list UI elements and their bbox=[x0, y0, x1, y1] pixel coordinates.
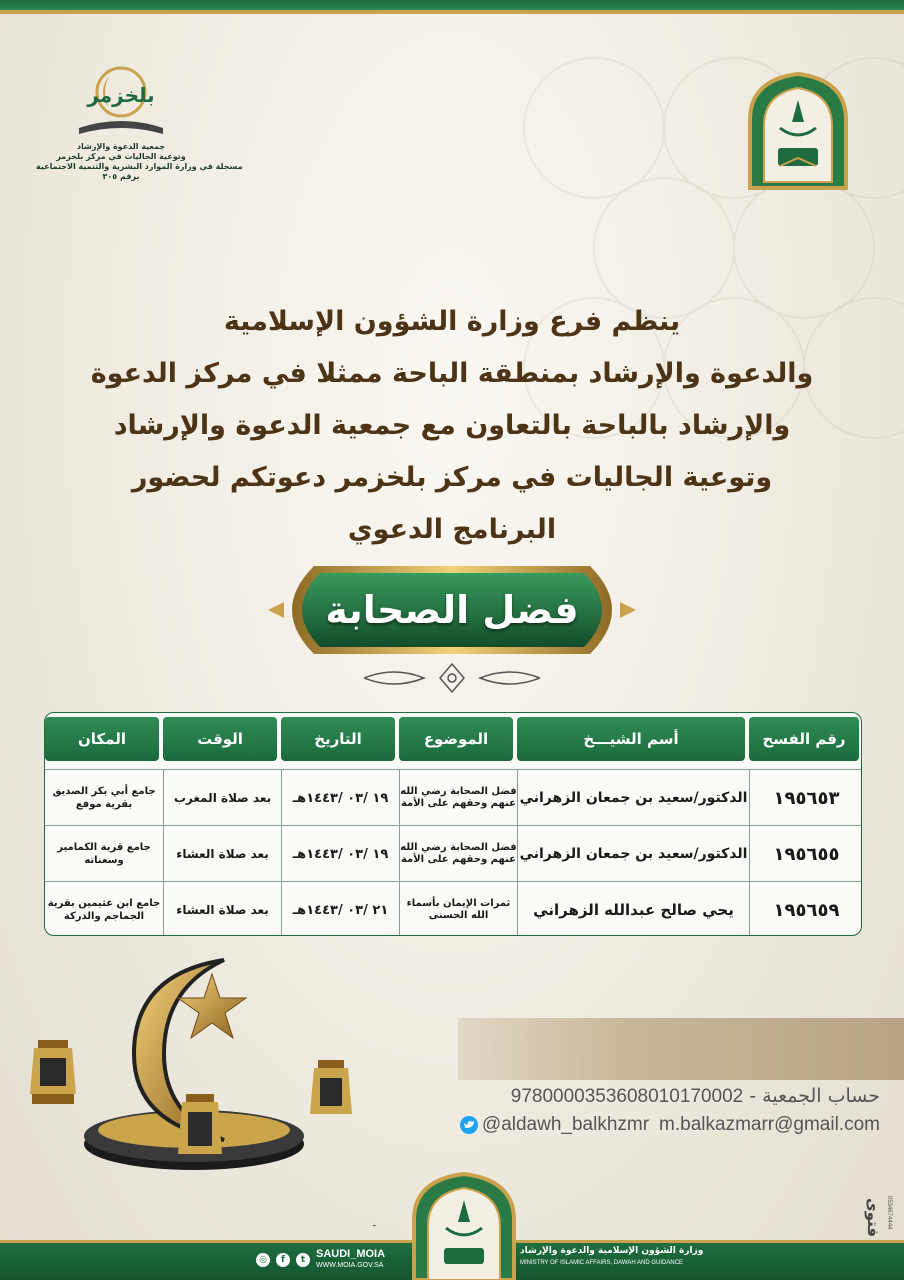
invitation-text bbox=[40, 296, 864, 556]
footer-handle[interactable]: SAUDI_MOIA bbox=[316, 1248, 386, 1260]
cell-time: بعد صلاة العشاء bbox=[163, 826, 281, 882]
association-mark-text: بلخزمر bbox=[87, 83, 155, 107]
cell-time: بعد صلاة العشاء bbox=[163, 882, 281, 936]
cell-date: ١٩ /٠٣ /١٤٤٣هـ bbox=[281, 770, 399, 826]
cell-date: ١٩ /٠٣ /١٤٤٣هـ bbox=[281, 826, 399, 882]
footer-ministry-en: MINISTRY OF ISLAMIC AFFAIRS, DAWAH AND GUIDANCE bbox=[520, 1260, 684, 1266]
crescent-lanterns-icon bbox=[24, 944, 354, 1194]
invitation-line: وتوعية الجاليات في مركز بلخزمر دعوتكم لحضور bbox=[131, 462, 773, 493]
twitter-handle: @aldawh_balkhzmr bbox=[481, 1114, 650, 1135]
program-title-banner bbox=[266, 562, 638, 658]
cell-topic: فضل الصحابة رضي الله عنهم وحقهم على الأمة bbox=[399, 826, 517, 882]
parchment-strip bbox=[458, 1018, 904, 1080]
fatwa-number: 0534674444 bbox=[886, 1196, 892, 1230]
header-place: المكان bbox=[45, 717, 159, 761]
cell-topic: فضل الصحابة رضي الله عنهم وحقهم على الأمة bbox=[399, 770, 517, 826]
fatwa-label: فتوى bbox=[864, 1198, 882, 1238]
header-topic: الموضوع bbox=[399, 717, 513, 761]
header-sheikh: أسم الشيـــخ bbox=[517, 717, 745, 761]
cell-number: ١٩٥٦٥٣ bbox=[749, 770, 862, 826]
association-line: مسجلة في وزارة الموارد البشرية والتنمية الاجتماعية bbox=[36, 162, 243, 171]
social-line bbox=[380, 1110, 880, 1140]
cell-sheikh: يحي صالح عبدالله الزهراني bbox=[517, 882, 749, 936]
association-line: جمعية الدعوة والإرشاد bbox=[76, 142, 166, 151]
twitter-footer-icon[interactable]: t bbox=[296, 1253, 310, 1267]
top-bar bbox=[0, 0, 904, 14]
cell-date: ٢١ /٠٣ /١٤٤٣هـ bbox=[281, 882, 399, 936]
twitter-icon bbox=[460, 1116, 478, 1134]
footer-social bbox=[256, 1244, 385, 1276]
footer-website[interactable]: WWW.MOIA.GOV.SA bbox=[316, 1262, 384, 1269]
invitation-line: والإرشاد بالباحة بالتعاون مع جمعية الدعوة والإرشاد bbox=[113, 410, 791, 441]
invitation-line: البرنامج الدعوي bbox=[347, 514, 557, 545]
account-number: 9780000353608010170002 bbox=[510, 1086, 744, 1107]
association-line: برقم ٣٠٥ bbox=[102, 172, 140, 181]
invitation-line: والدعوة والإرشاد بمنطقة الباحة ممثلا في مركز الدعوة bbox=[90, 358, 814, 389]
footer-ministry bbox=[520, 1244, 720, 1268]
table-row bbox=[45, 881, 862, 936]
cell-sheikh: الدكتور/سعيد بن جمعان الزهراني bbox=[517, 826, 749, 882]
association-line: وتوعية الجاليات في مركز بلخزمر bbox=[56, 152, 186, 161]
cell-place: جامع قرية الكمامير وسعناته bbox=[57, 842, 151, 866]
account-label: حساب الجمعية - bbox=[749, 1085, 880, 1107]
contact-info bbox=[380, 1082, 880, 1140]
invitation-line: ينظم فرع وزارة الشؤون الإسلامية bbox=[223, 306, 681, 337]
ministry-logo bbox=[742, 70, 854, 190]
schedule-table bbox=[44, 712, 862, 936]
cell-topic: ثمرات الإيمان بأسماء الله الحسنى bbox=[399, 882, 517, 936]
cell-number: ١٩٥٦٥٥ bbox=[749, 826, 862, 882]
instagram-icon[interactable]: ◎ bbox=[256, 1253, 270, 1267]
association-mark-icon bbox=[71, 62, 171, 142]
facebook-icon[interactable]: f bbox=[276, 1253, 290, 1267]
table-row bbox=[45, 825, 862, 881]
twitter-handle-wrap[interactable] bbox=[460, 1114, 649, 1136]
ornament-divider-icon bbox=[364, 662, 540, 694]
account-line bbox=[380, 1082, 880, 1110]
cell-place: جامع أبي بكر الصديق بقرية موفع bbox=[52, 786, 156, 810]
header-time: الوقت bbox=[163, 717, 277, 761]
program-title: فضل الصحابة bbox=[325, 588, 579, 632]
dash-mark: - bbox=[372, 1218, 377, 1232]
association-logo bbox=[36, 62, 243, 192]
header-date: التاريخ bbox=[281, 717, 395, 761]
header-number: رقم الفسح bbox=[749, 717, 859, 761]
email-link[interactable]: m.balkazmarr@gmail.com bbox=[659, 1114, 880, 1135]
cell-sheikh: الدكتور/سعيد بن جمعان الزهراني bbox=[517, 770, 749, 826]
footer-brand bbox=[316, 1248, 385, 1272]
cell-place: جامع ابن عثيمين بقرية الجماجم والدركة bbox=[47, 898, 161, 922]
table-row bbox=[45, 769, 862, 825]
cell-time: بعد صلاة المغرب bbox=[163, 770, 281, 826]
ministry-emblem-icon bbox=[408, 1172, 520, 1280]
cell-number: ١٩٥٦٥٩ bbox=[749, 882, 862, 936]
footer-ministry-ar: وزارة الشؤون الإسلامية والدعوة والإرشاد bbox=[520, 1246, 704, 1256]
